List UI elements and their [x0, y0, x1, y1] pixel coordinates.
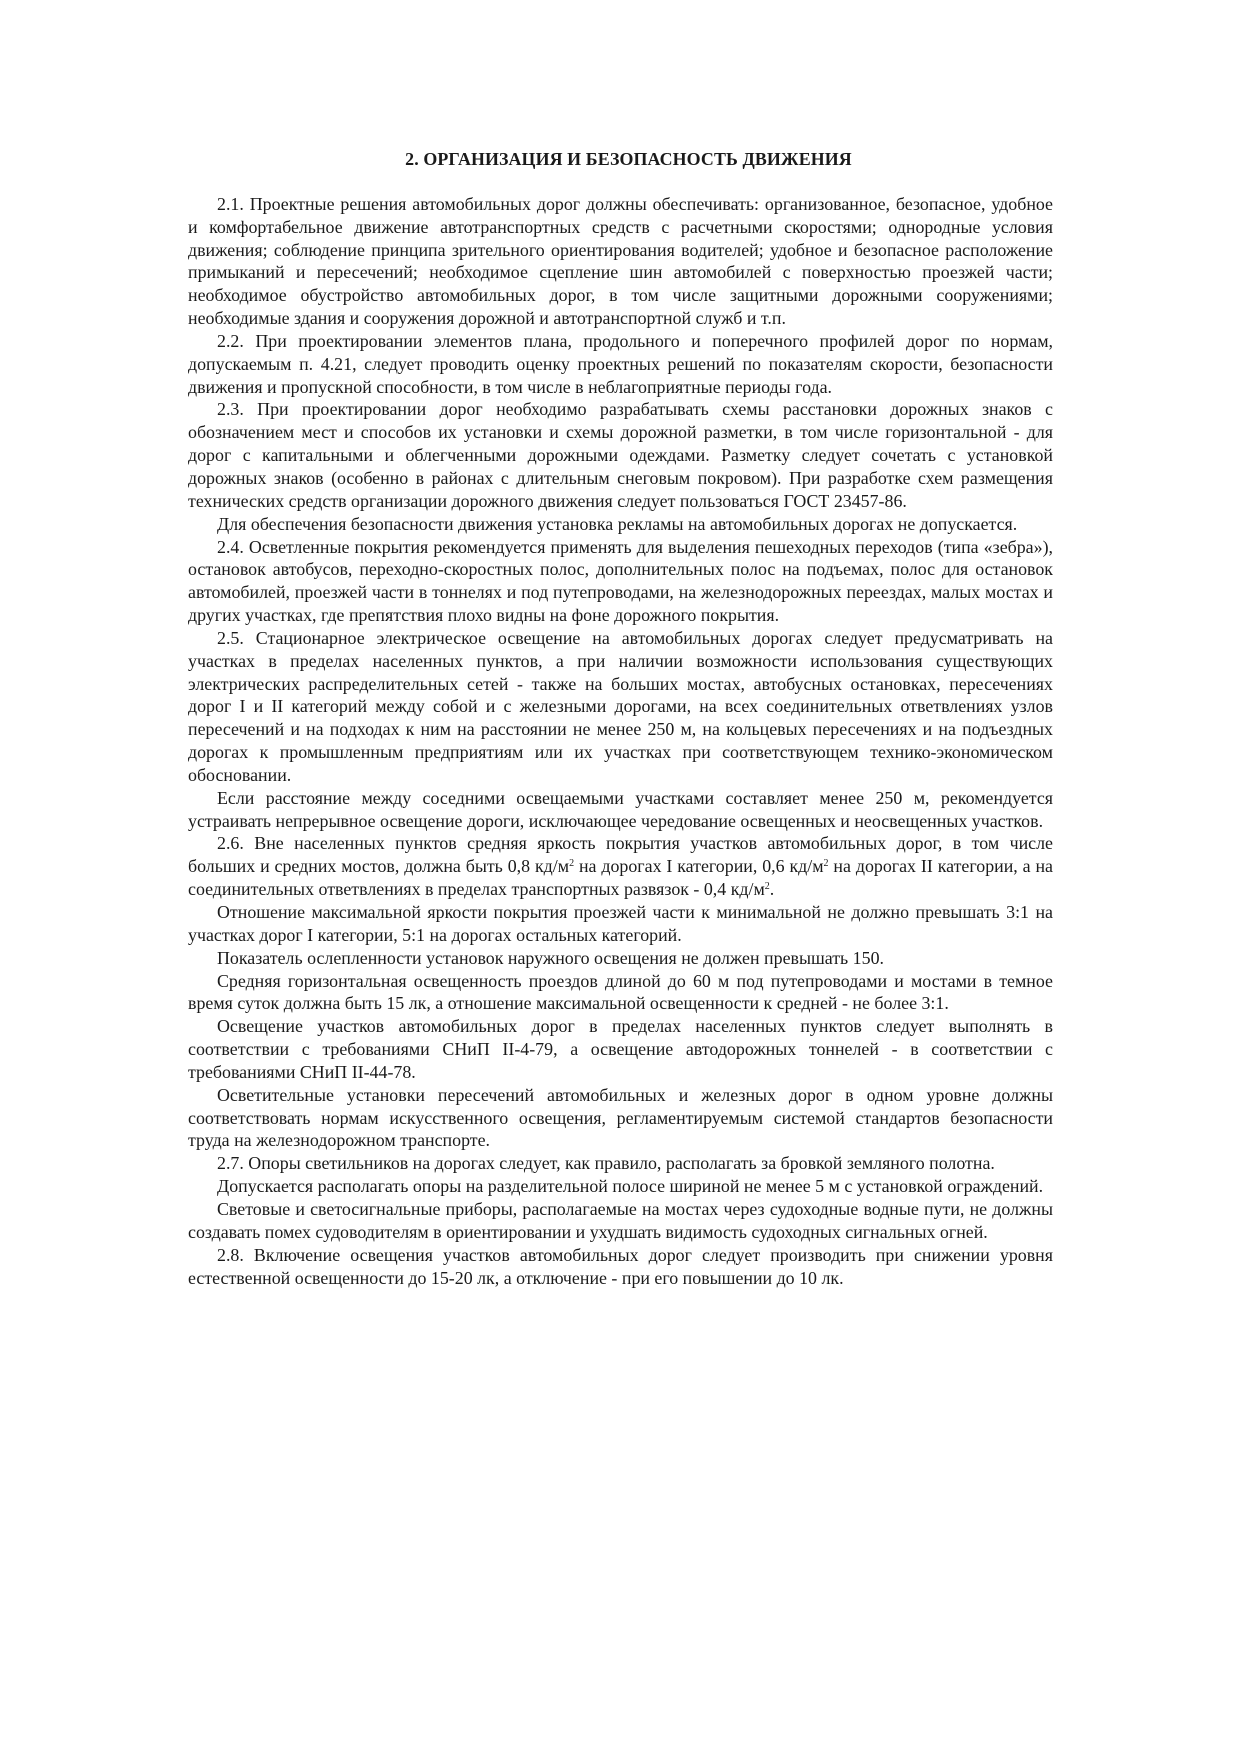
paragraph-2-4: 2.4. Осветленные покрытия рекомендуется применять для выделения пешеходных переходов (типа «зебра»), остановок автобусов, переходно-скоростных полос, дополнительных полос на подъемах, полос для остановок автомобилей, проезжей части в тоннелях и под путепроводами, на железнодорожных переездах, малых мостах и других участках, где препятствия плохо видны на фоне дорожного покрытия. — [188, 536, 1053, 626]
paragraph-2-8: 2.8. Включение освещения участков автомобильных дорог следует производить при снижении уровня естественной освещенности до 15-20 лк, а отключение - при его повышении до 10 лк. — [188, 1244, 1053, 1288]
section-title: 2. ОРГАНИЗАЦИЯ И БЕЗОПАСНОСТЬ ДВИЖЕНИЯ — [405, 149, 852, 169]
paragraph-2-6 — [188, 832, 1053, 901]
paragraph-glare-index: Показатель ослепленности установок наружного освещения не должен превышать 150. — [217, 947, 884, 968]
paragraph-navigable-waterways: Световые и светосигнальные приборы, располагаемые на мостах через судоходные водные пути, не должны создавать помех судоводителям в ориентировании и ухудшать видимость судоходных сигнальных огней. — [188, 1198, 1053, 1242]
superscript-2: 2 — [764, 881, 770, 893]
superscript-2: 2 — [823, 858, 829, 870]
paragraph-2-3: 2.3. При проектировании дорог необходимо разрабатывать схемы расстановки дорожных знаков с обозначением мест и способов их установки и схемы дорожной разметки, в том числе горизонтальной - для дорог с капитальными и облегченными дорожными одеждами. Разметку следует сочетать с установкой дорожных знаков (особенно в районах с длительным снеговым покровом). При разработке схем размещения технических средств организации дорожного движения следует пользоваться ГОСТ 23457-86. — [188, 399, 1053, 511]
paragraph-2-5: 2.5. Стационарное электрическое освещение на автомобильных дорогах следует предусматривать на участках в пределах населенных пунктов, а при наличии возможности использования существующих электрических распределительных сетей - также на больших мостах, автобусных остановках, пересечениях дорог I и II категорий между собой и с железными дорогами, на всех соединительных ответвлениях узлов пересечений и на подходах к ним на расстоянии не менее 250 м, на кольцевых пересечениях и на подъездных дорогах к промышленным предприятиям или их участках при соответствующем технико-экономическом обосновании. — [188, 627, 1053, 785]
paragraph-settlement-lighting: Освещение участков автомобильных дорог в пределах населенных пунктов следует выполнять в соответствии с требованиями СНиП II-4-79, а освещение автодорожных тоннелей - в соответствии с требованиями СНиП II-44-78. — [188, 1016, 1053, 1082]
paragraph-railway-crossings: Осветительные установки пересечений автомобильных и железных дорог в одном уровне должны соответствовать нормам искусственного освещения, регламентируемым системой стандартов безопасности труда на железнодорожном транспорте. — [188, 1084, 1053, 1151]
paragraph-advertising: Для обеспечения безопасности движения установка рекламы на автомобильных дорогах не допускается. — [217, 513, 1018, 534]
document-page — [188, 148, 1053, 1289]
paragraph-brightness-ratio: Отношение максимальной яркости покрытия проезжей части к минимальной не должно превышать 3:1 на участках дорог I категории, 5:1 на дорогах остальных категорий. — [188, 902, 1053, 945]
paragraph-2-6-part: . — [769, 879, 775, 900]
paragraph-median-supports: Допускается располагать опоры на разделительной полосе шириной не менее 5 м с установкой ограждений. — [217, 1176, 1044, 1197]
paragraph-2-7: 2.7. Опоры светильников на дорогах следует, как правило, располагать за бровкой земляного полотна. — [217, 1153, 995, 1174]
paragraph-continuous-lighting: Если расстояние между соседними освещаемыми участками составляет менее 250 м, рекомендуется устраивать непрерывное освещение дороги, исключающее чередование освещенных и неосвещенных участков. — [188, 787, 1053, 831]
paragraph-horizontal-illumination: Средняя горизонтальная освещенность проездов длиной до 60 м под путепроводами и мостами в темное время суток должна быть 15 лк, а отношение максимальной освещенности к средней - не более 3:1. — [188, 970, 1053, 1014]
superscript-2: 2 — [569, 858, 575, 870]
paragraph-2-6-part: на дорогах II категории, а на соединительных ответвлениях в пределах транспортных развязок - 0,4 кд/м — [188, 856, 1053, 900]
paragraph-2-6-part: на дорогах I категории, 0,6 кд/м — [574, 856, 824, 877]
paragraph-2-6-part: 2.6. Вне населенных пунктов средняя яркость покрытия участков автомобильных дорог, в том числе больших и средних мостов, должна быть 0,8 кд/м — [188, 833, 1053, 877]
paragraph-2-2: 2.2. При проектировании элементов плана, продольного и поперечного профилей дорог по нормам, допускаемым п. 4.21, следует проводить оценку проектных решений по показателям скорости, безопасности движения и пропускной способности, в том числе в неблагоприятные периоды года. — [188, 330, 1053, 397]
paragraph-2-1: 2.1. Проектные решения автомобильных дорог должны обеспечивать: организованное, безопасное, удобное и комфортабельное движение автотранспортных средств с расчетными скоростями; однородные условия движения; соблюдение принципа зрительного ориентирования водителей; удобное и безопасное расположение примыканий и пересечений; необходимое сцепление шин автомобилей с поверхностью проезжей части; необходимое обустройство автомобильных дорог, в том числе защитными дорожными сооружениями; необходимые здания и сооружения дорожной и автотранспортной служб и т.п. — [188, 193, 1053, 329]
